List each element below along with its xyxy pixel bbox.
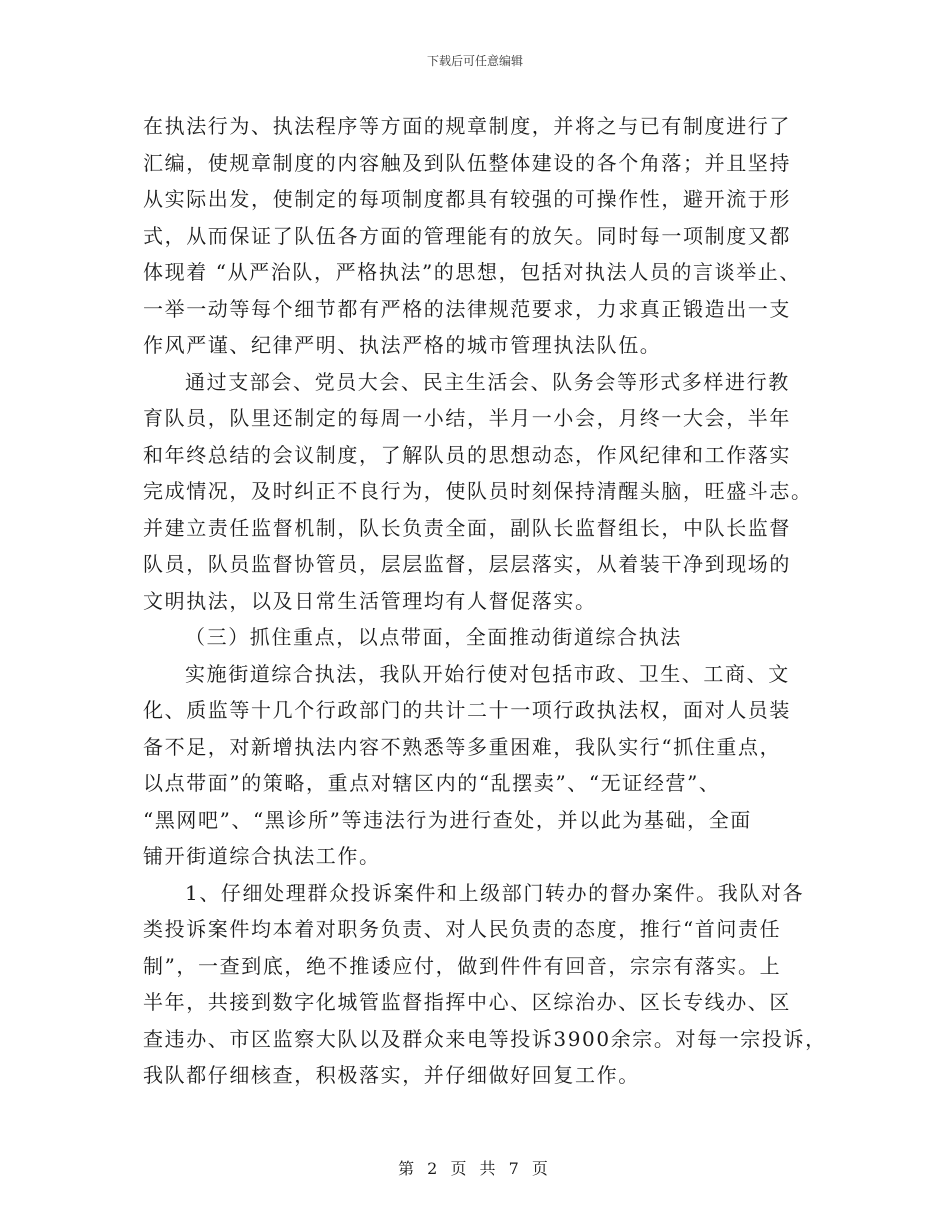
text-line: 汇编，使规章制度的内容触及到队伍整体建设的各个角落；并且坚持 bbox=[143, 150, 791, 175]
text-line: 我队都仔细核查，积极落实，并仔细做好回复工作。 bbox=[143, 1063, 640, 1087]
text-line: 和年终总结的会议制度，了解队员的思想动态，作风纪律和工作落实 bbox=[143, 442, 791, 467]
page-footer: 第 2 页 共 7 页 bbox=[398, 1159, 552, 1178]
text-line: 式，从而保证了队伍各方面的管理能有的放矢。同时每一项制度又都 bbox=[143, 223, 791, 248]
text-line: “黑网吧”、“黑诊所”等违法行为进行查处，并以此为基础，全面 bbox=[143, 807, 752, 832]
paragraph bbox=[143, 656, 823, 875]
text-line: 类投诉案件均本着对职务负责、对人民负责的态度，推行“首问责任 bbox=[143, 917, 782, 941]
page-header: 下载后可任意编辑 bbox=[426, 54, 523, 68]
text-line: 通过支部会、党员大会、民主生活会、队务会等形式多样进行教 bbox=[185, 369, 790, 394]
section-heading bbox=[143, 619, 823, 656]
text-line: 体现着 “从严治队，严格执法”的思想，包括对执法人员的言谈举止、 bbox=[143, 260, 802, 284]
text-line: 作风严谨、纪律严明、执法严格的城市管理执法队伍。 bbox=[143, 333, 662, 357]
paragraph bbox=[143, 364, 823, 620]
text-line: 铺开街道综合执法工作。 bbox=[143, 844, 381, 868]
text-line: 在执法行为、执法程序等方面的规章制度，并将之与已有制度进行了 bbox=[143, 114, 791, 138]
text-line: 育队员，队里还制定的每周一小结，半月一小会，月终一大会，半年 bbox=[143, 406, 791, 430]
text-line: 制”，一查到底，绝不推诿应付，做到件件有回音，宗宗有落实。上 bbox=[143, 953, 782, 978]
text-line: 1、仔细处理群众投诉案件和上级部门转办的督办案件。我队对各 bbox=[185, 880, 805, 905]
paragraph bbox=[143, 875, 827, 1094]
heading-line: （三）抓住重点，以点带面，全面推动街道综合执法 bbox=[185, 625, 682, 649]
text-line: 半年，共接到数字化城管监督指挥中心、区综治办、区长专线办、区 bbox=[143, 990, 791, 1014]
text-line: 以点带面”的策略，重点对辖区内的“乱摆卖”、“无证经营”、 bbox=[143, 771, 721, 795]
text-line: 化、质监等十几个行政部门的共计二十一项行政执法权，面对人员装 bbox=[143, 698, 791, 722]
text-line: 队员，队员监督协管员，层层监督，层层落实，从着装干净到现场的 bbox=[143, 552, 791, 576]
text-line: 备不足，对新增执法内容不熟悉等多重困难，我队实行“抓住重点， bbox=[143, 734, 782, 759]
text-line: 一举一动等每个细节都有严格的法律规范要求，力求真正锻造出一支 bbox=[143, 296, 791, 321]
paragraph bbox=[143, 108, 823, 364]
text-line: 查违办、市区监察大队以及群众来电等投诉3900余宗。对每一宗投诉， bbox=[143, 1026, 827, 1051]
text-line: 文明执法，以及日常生活管理均有人督促落实。 bbox=[143, 588, 597, 613]
text-line: 完成情况，及时纠正不良行为，使队员时刻保持清醒头脑，旺盛斗志。 bbox=[143, 479, 813, 503]
document-body bbox=[143, 108, 827, 1094]
text-line: 并建立责任监督机制，队长负责全面，副队长监督组长，中队长监督 bbox=[143, 515, 791, 540]
text-line: 实施街道综合执法，我队开始行使对包括市政、卫生、工商、文 bbox=[185, 661, 790, 686]
text-line: 从实际出发，使制定的每项制度都具有较强的可操作性，避开流于形 bbox=[143, 187, 791, 211]
